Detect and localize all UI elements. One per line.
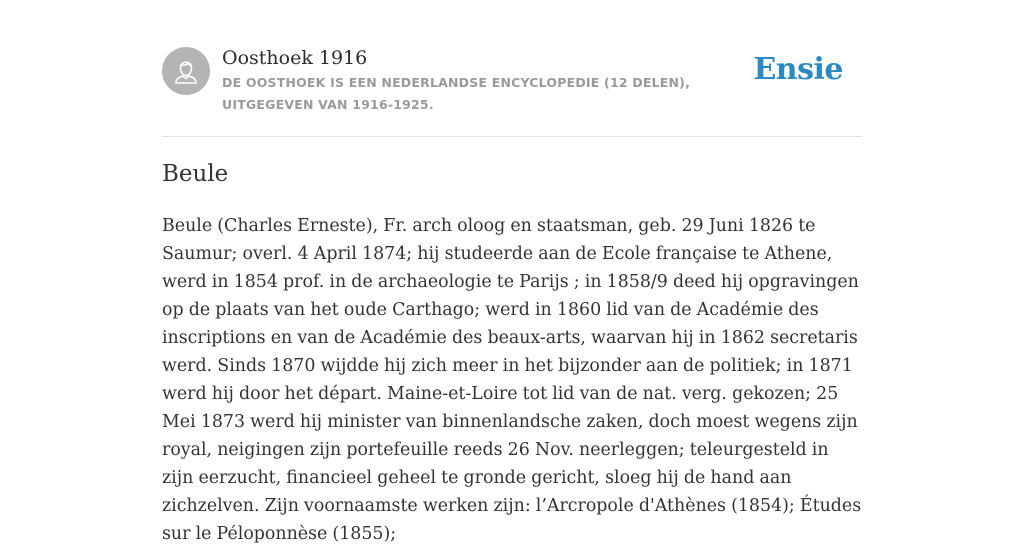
article-body: Beule (Charles Erneste), Fr. arch oloog en staatsman, geb. 29 Juni 1826 te Saumur; overl. 4 April 1874; hij studeerde aan de Ecole française te Athene, werd in 1854 prof. in de archaeologie te Parijs ; in 1858/9 deed hij opgravingen op de plaats van het oude Carthago; werd in 1860 lid van de Académie des inscriptions en van de Académie des beaux-arts, waarvan hij in 1862 secretaris werd. Sinds 1870 wijdde hij zich meer in het bijzonder aan de politiek; in 1871 werd hij door het départ. Maine-et-Loire tot lid van de nat. verg. gekozen; 25 Mei 1873 werd hij minister van binnenlandsche zaken, doch moest wegens zijn royal, neigingen zijn portefeuille reeds 26 Nov. neerleggen; teleurgesteld in zijn eerzucht, financieel geheel te gronde gericht, sloeg hij de hand aan zichzelven. Zijn voornaamste werken zijn: l’Arcropole d'Athènes (1854); Études sur le Péloponnèse (1855);	[162, 216, 862, 544]
ensie-logo[interactable]: Ensie	[753, 52, 843, 87]
source-avatar[interactable]	[162, 47, 210, 95]
source-title[interactable]: Oosthoek 1916	[222, 47, 368, 69]
article-title: Beule	[162, 161, 229, 187]
user-silhouette-icon	[162, 47, 210, 95]
source-header	[162, 44, 862, 137]
source-description: DE OOSTHOEK IS EEN NEDERLANDSE ENCYCLOPEDIE (12 DELEN), UITGEGEVEN VAN 1916-1925.	[222, 75, 691, 112]
